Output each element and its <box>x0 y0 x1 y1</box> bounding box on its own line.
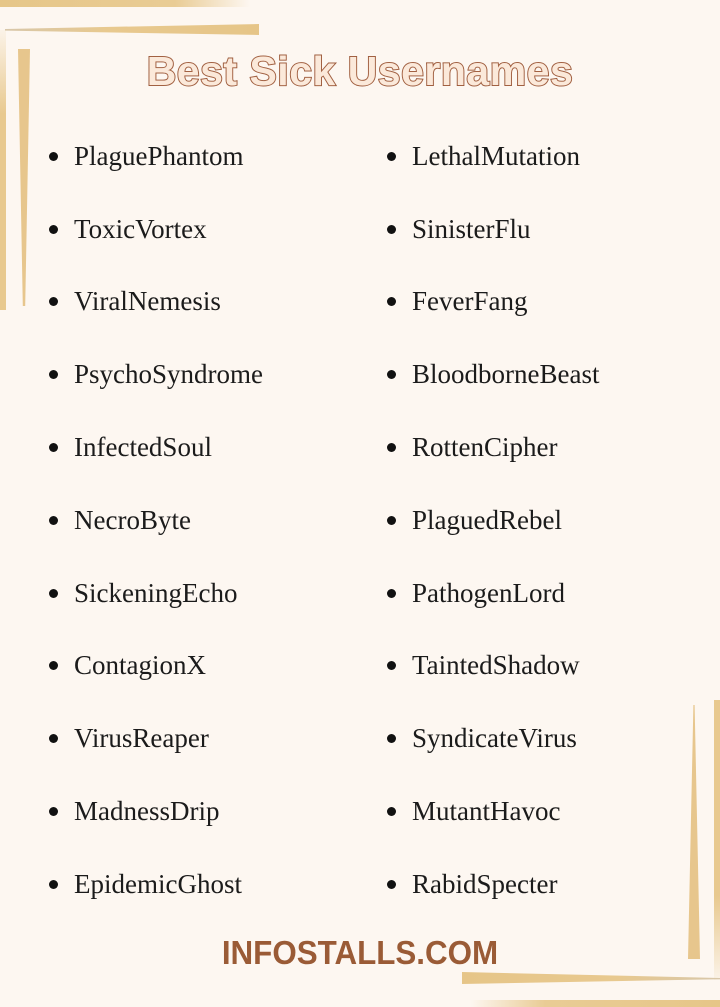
decorative-stroke-right-inner <box>688 705 700 959</box>
bullet-icon <box>49 443 58 452</box>
page-title: Best Sick Usernames <box>146 48 574 94</box>
bullet-icon <box>387 807 396 816</box>
bullet-icon <box>387 661 396 670</box>
username-list-left <box>49 120 263 921</box>
username: VirusReaper <box>74 723 209 754</box>
bullet-icon <box>49 661 58 670</box>
bullet-icon <box>387 589 396 598</box>
list-item <box>387 338 599 411</box>
username: RottenCipher <box>412 432 558 463</box>
username: FeverFang <box>412 286 528 317</box>
list-item <box>49 630 263 703</box>
decorative-stroke-right <box>714 700 720 980</box>
username: RabidSpecter <box>412 868 558 899</box>
bullet-icon <box>49 589 58 598</box>
decorative-stroke-top-inner <box>5 24 259 35</box>
bullet-icon <box>387 880 396 889</box>
decorative-stroke-bottom <box>470 1000 720 1007</box>
username: PlaguedRebel <box>412 504 562 535</box>
bullet-icon <box>49 516 58 525</box>
list-item <box>387 193 599 266</box>
username: ViralNemesis <box>74 286 221 317</box>
username: EpidemicGhost <box>74 868 242 899</box>
username: MadnessDrip <box>74 796 220 827</box>
bullet-icon <box>49 297 58 306</box>
bullet-icon <box>387 516 396 525</box>
list-item <box>49 120 263 193</box>
list-item <box>49 338 263 411</box>
decorative-stroke-top <box>0 0 250 7</box>
username: PlaguePhantom <box>74 140 244 171</box>
bullet-icon <box>49 807 58 816</box>
username: ToxicVortex <box>74 213 207 244</box>
username-list-right <box>387 120 599 921</box>
bullet-icon <box>387 734 396 743</box>
list-item <box>387 411 599 484</box>
username: PathogenLord <box>412 577 565 608</box>
list-item <box>49 775 263 848</box>
list-item <box>387 630 599 703</box>
list-item <box>49 557 263 630</box>
bullet-icon <box>387 225 396 234</box>
username: PsychoSyndrome <box>74 359 263 390</box>
username: InfectedSoul <box>74 432 212 463</box>
bullet-icon <box>387 370 396 379</box>
bullet-icon <box>49 370 58 379</box>
username: NecroByte <box>74 504 191 535</box>
username: LethalMutation <box>412 140 580 171</box>
bullet-icon <box>387 152 396 161</box>
username: BloodborneBeast <box>412 359 600 390</box>
bullet-icon <box>49 225 58 234</box>
list-item <box>49 411 263 484</box>
list-item <box>387 557 599 630</box>
list-item <box>49 484 263 557</box>
decorative-stroke-bottom-inner <box>462 972 720 984</box>
list-item <box>387 484 599 557</box>
list-item <box>49 702 263 775</box>
bullet-icon <box>49 152 58 161</box>
bullet-icon <box>49 734 58 743</box>
list-item <box>49 848 263 921</box>
username: SyndicateVirus <box>412 723 577 754</box>
list-item <box>387 775 599 848</box>
list-item <box>49 193 263 266</box>
list-item <box>387 848 599 921</box>
username: SinisterFlu <box>412 213 531 244</box>
username: TaintedShadow <box>412 650 580 681</box>
site-brand: INFOSTALLS.COM <box>221 934 499 971</box>
list-item <box>387 120 599 193</box>
bullet-icon <box>49 880 58 889</box>
list-item <box>49 266 263 339</box>
username: MutantHavoc <box>412 796 561 827</box>
list-item <box>387 702 599 775</box>
bullet-icon <box>387 443 396 452</box>
username: ContagionX <box>74 650 206 681</box>
bullet-icon <box>387 297 396 306</box>
list-item <box>387 266 599 339</box>
username: SickeningEcho <box>74 577 238 608</box>
